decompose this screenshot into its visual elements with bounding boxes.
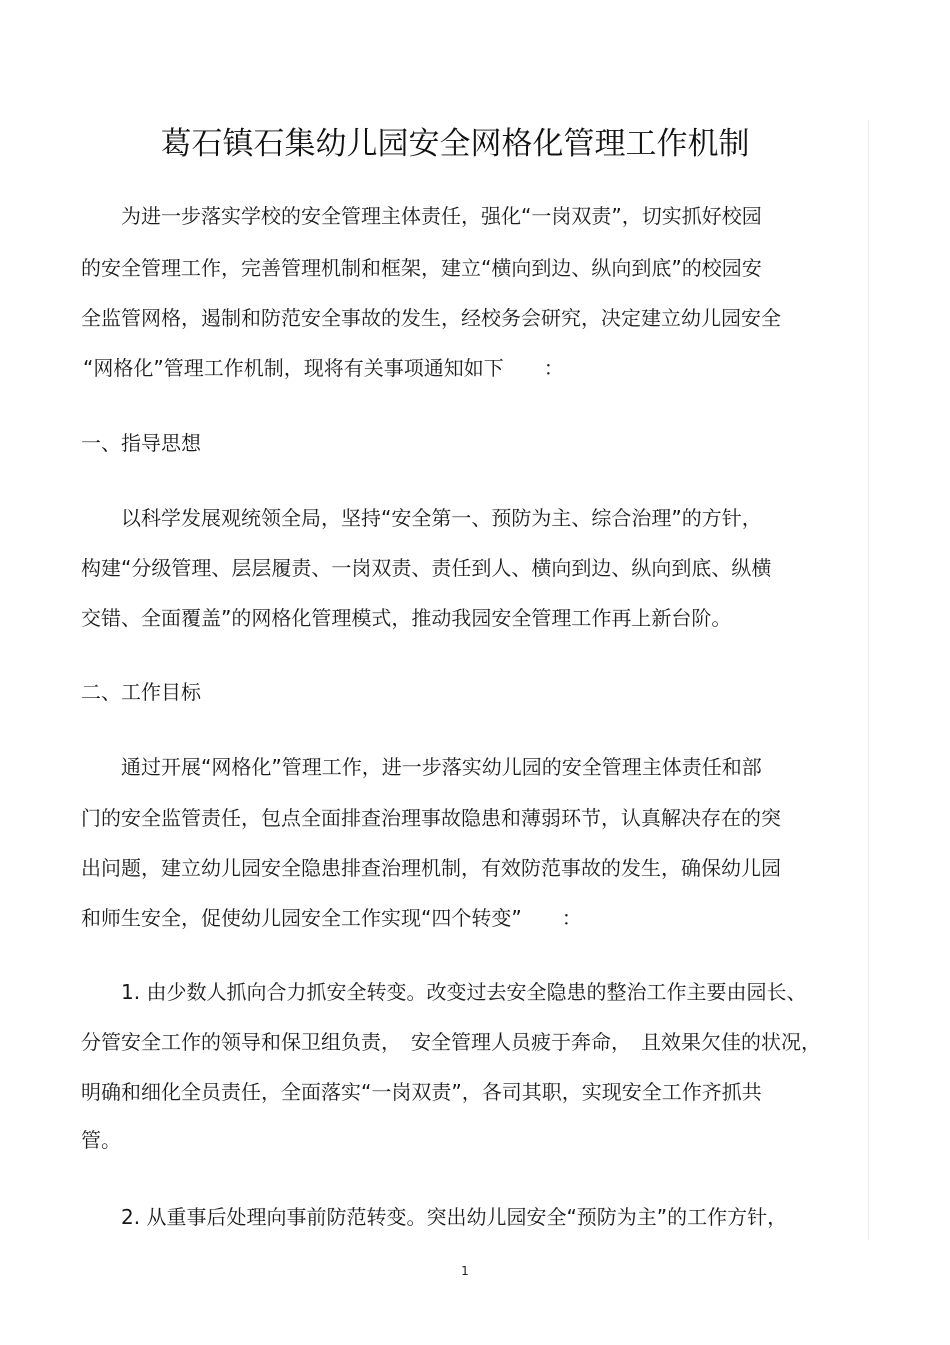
intro-line: 全监管网格，遏制和防范安全事故的发生，经校务会研究，决定建立幼儿园安全: [81, 306, 781, 330]
section2-line: 通过开展“网格化”管理工作，进一步落实幼儿园的安全管理主体责任和部: [121, 755, 762, 779]
section1-line: 以科学发展观统领全局，坚持“安全第一、预防为主、综合治理”的方针，: [121, 506, 762, 530]
intro-line: 的安全管理工作，完善管理机制和框架，建立“横向到边、纵向到底”的校园安: [81, 256, 762, 280]
section2-line: 出问题，建立幼儿园安全隐患排查治理机制，有效防范事故的发生，确保幼儿园: [81, 856, 781, 880]
item1-line: 管。: [81, 1128, 121, 1152]
document-title: 葛石镇石集幼儿园安全网格化管理工作机制: [160, 126, 750, 162]
section2-line: 门的安全监管责任，包点全面排查治理事故隐患和薄弱环节，认真解决存在的突: [81, 806, 781, 830]
item1-line: 1. 由少数人抓向合力抓安全转变。改变过去安全隐患的整治工作主要由园长、: [121, 980, 807, 1004]
section2-line: 和师生安全，促使幼儿园安全工作实现“四个转变” ：: [81, 906, 582, 930]
item2-line: 2. 从重事后处理向事前防范转变。突出幼儿园安全“预防为主”的工作方针，: [121, 1205, 788, 1229]
section-heading-guiding-ideology: 一、指导思想: [81, 431, 201, 455]
page-margin-rule: [868, 120, 869, 1240]
intro-line: 为进一步落实学校的安全管理主体责任，强化“一岗双责”，切实抓好校园: [121, 204, 762, 228]
item1-line: 明确和细化全员责任，全面落实“一岗双责”，各司其职，实现安全工作齐抓共: [81, 1080, 762, 1104]
section1-line: 构建“分级管理、层层履责、一岗双责、责任到人、横向到边、纵向到底、纵横: [81, 556, 772, 580]
page-number: 1: [461, 1264, 469, 1278]
section-heading-work-goals: 二、工作目标: [81, 680, 201, 704]
item1-line: 分管安全工作的领导和保卫组负责， 安全管理人员疲于奔命， 且效果欠佳的状况，: [81, 1030, 821, 1054]
intro-line: “网格化”管理工作机制，现将有关事项通知如下 ：: [83, 356, 564, 380]
section1-line: 交错、全面覆盖”的网格化管理模式，推动我园安全管理工作再上新台阶。: [81, 606, 732, 630]
